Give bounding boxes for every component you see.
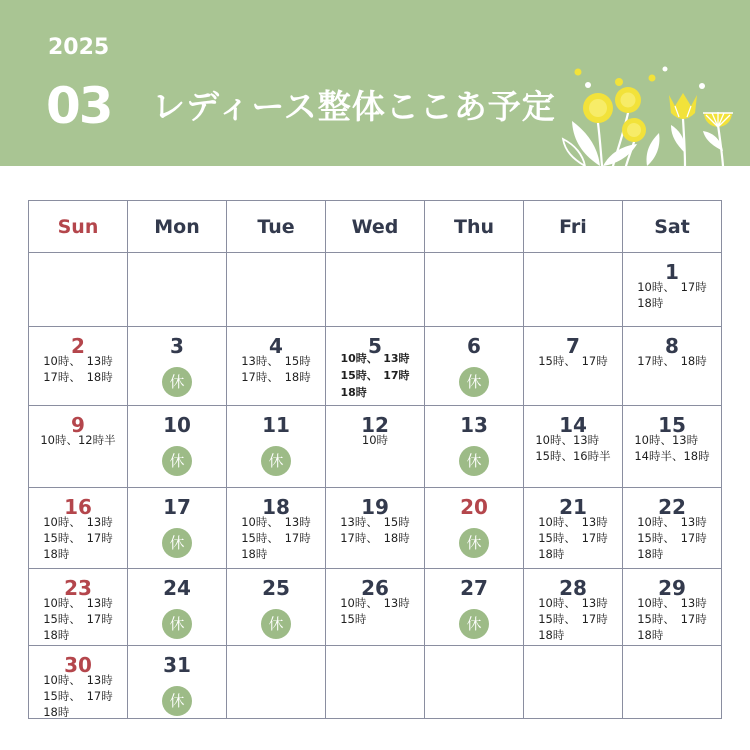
day-cell-13 (425, 406, 524, 488)
closed-day-badge: 休 (261, 609, 291, 639)
time-slot-line: 10時、 13時 (43, 673, 113, 687)
day-cell-10 (128, 406, 227, 488)
available-times (43, 672, 113, 720)
day-cell-24 (128, 569, 227, 646)
date-number: 27 (460, 576, 488, 600)
closed-day-badge: 休 (459, 367, 489, 397)
time-slot-line: 10時、 17時 (637, 280, 707, 294)
closed-day-badge: 休 (162, 446, 192, 476)
available-times (637, 353, 707, 369)
time-slot-line: 15時、 17時 (637, 531, 707, 545)
day-cell-17 (128, 488, 227, 569)
weekday-header-sun: Sun (29, 201, 128, 253)
closed-day-badge: 休 (162, 609, 192, 639)
day-cell-26 (326, 569, 425, 646)
date-number: 11 (262, 413, 290, 437)
time-slot-line: 18時 (43, 705, 70, 719)
empty-day-cell (29, 253, 128, 327)
day-cell-18 (227, 488, 326, 569)
date-number: 4 (269, 334, 283, 358)
year-label: 2025 (48, 35, 110, 60)
header-banner (0, 0, 750, 166)
time-slot-line: 18時 (43, 628, 70, 642)
time-slot-line: 18時 (538, 547, 565, 561)
date-number: 17 (163, 495, 191, 519)
page-title: レディース整体ここあ予定 (152, 87, 556, 126)
empty-day-cell (524, 646, 623, 719)
day-cell-14 (524, 406, 623, 488)
day-cell-23 (29, 569, 128, 646)
empty-day-cell (524, 253, 623, 327)
date-number: 10 (163, 413, 191, 437)
fan-flower-icon (703, 112, 733, 127)
closed-day-badge: 休 (459, 446, 489, 476)
available-times (43, 353, 113, 385)
time-slot-line: 15時、 17時 (43, 531, 113, 545)
time-slot-line: 18時 (538, 628, 565, 642)
time-slot-line: 10時、13時 (535, 433, 600, 447)
date-number: 20 (460, 495, 488, 519)
time-slot-line: 15時、 17時 (637, 612, 707, 626)
time-slot-line: 10時、 13時 (43, 596, 113, 610)
time-slot-line: 13時、 15時 (241, 354, 311, 368)
weekday-header-tue: Tue (227, 201, 326, 253)
closed-day-badge: 休 (459, 528, 489, 558)
time-slot-line: 18時 (241, 547, 268, 561)
weekday-header-mon: Mon (128, 201, 227, 253)
date-number: 15 (658, 413, 686, 437)
day-cell-16 (29, 488, 128, 569)
time-slot-line: 15時、16時半 (535, 449, 611, 463)
time-slot-line: 10時、 13時 (538, 596, 608, 610)
time-slot-line: 10時、 13時 (637, 515, 707, 529)
empty-day-cell (227, 646, 326, 719)
closed-day-badge: 休 (162, 367, 192, 397)
available-times (634, 432, 709, 464)
day-cell-9 (29, 406, 128, 488)
time-slot-line: 15時 (340, 612, 367, 626)
time-slot-line: 14時半、18時 (634, 449, 710, 463)
date-number: 9 (71, 413, 85, 437)
day-cell-20 (425, 488, 524, 569)
day-cell-2 (29, 327, 128, 406)
time-slot-line: 13時、 15時 (340, 515, 410, 529)
available-times (43, 595, 113, 643)
weekday-header-wed: Wed (326, 201, 425, 253)
date-number: 31 (163, 653, 191, 677)
date-number: 24 (163, 576, 191, 600)
empty-day-cell (128, 253, 227, 327)
available-times (340, 595, 410, 627)
time-slot-line: 18時 (340, 386, 367, 399)
day-cell-11 (227, 406, 326, 488)
tulip-icon (669, 93, 697, 119)
empty-day-cell (623, 646, 722, 719)
yellow-flower-icon (583, 87, 646, 142)
closed-day-badge: 休 (162, 528, 192, 558)
date-number: 12 (361, 413, 389, 437)
day-cell-8 (623, 327, 722, 406)
date-number: 18 (262, 495, 290, 519)
day-cell-28 (524, 569, 623, 646)
day-cell-6 (425, 327, 524, 406)
available-times (637, 514, 707, 562)
time-slot-line: 15時、 17時 (43, 689, 113, 703)
time-slot-line: 10時、 13時 (538, 515, 608, 529)
day-cell-3 (128, 327, 227, 406)
time-slot-line: 15時、 17時 (538, 354, 608, 368)
available-times (241, 353, 311, 385)
weekday-header-sat: Sat (623, 201, 722, 253)
month-label: 03 (46, 77, 112, 135)
available-times (362, 432, 388, 448)
date-number: 7 (566, 334, 580, 358)
time-slot-line: 18時 (637, 547, 664, 561)
time-slot-line: 10時、12時半 (40, 433, 116, 447)
date-number: 22 (658, 495, 686, 519)
date-number: 6 (467, 334, 481, 358)
date-number: 29 (658, 576, 686, 600)
available-times (538, 595, 608, 643)
day-cell-7 (524, 327, 623, 406)
available-times (241, 514, 311, 562)
closed-day-badge: 休 (162, 686, 192, 716)
closed-day-badge: 休 (261, 446, 291, 476)
time-slot-line: 10時 (361, 433, 389, 447)
date-number: 26 (361, 576, 389, 600)
date-number: 13 (460, 413, 488, 437)
time-slot-line: 10時、 13時 (241, 515, 311, 529)
time-slot-line: 15時、 17時 (340, 369, 410, 382)
day-cell-27 (425, 569, 524, 646)
date-number: 25 (262, 576, 290, 600)
flower-bouquet-icon (555, 55, 750, 166)
available-times (340, 350, 409, 401)
date-number: 21 (559, 495, 587, 519)
day-cell-19 (326, 488, 425, 569)
day-cell-29 (623, 569, 722, 646)
available-times (637, 595, 707, 643)
date-number: 8 (665, 334, 679, 358)
time-slot-line: 18時 (637, 296, 664, 310)
day-cell-31 (128, 646, 227, 719)
time-slot-line: 15時、 17時 (538, 531, 608, 545)
day-cell-1 (623, 253, 722, 327)
time-slot-line: 15時、 17時 (538, 612, 608, 626)
weekday-header-thu: Thu (425, 201, 524, 253)
day-cell-15 (623, 406, 722, 488)
time-slot-line: 10時、 13時 (340, 596, 410, 610)
day-cell-25 (227, 569, 326, 646)
day-cell-30 (29, 646, 128, 719)
time-slot-line: 15時、 17時 (43, 612, 113, 626)
time-slot-line: 17時、 18時 (43, 370, 113, 384)
date-number: 23 (64, 576, 92, 600)
empty-day-cell (425, 646, 524, 719)
time-slot-line: 10時、 13時 (43, 515, 113, 529)
date-number: 3 (170, 334, 184, 358)
empty-day-cell (425, 253, 524, 327)
empty-day-cell (326, 253, 425, 327)
date-number: 30 (64, 653, 92, 677)
calendar-grid (28, 200, 722, 719)
weekday-header-fri: Fri (524, 201, 623, 253)
date-number: 14 (559, 413, 587, 437)
date-number: 28 (559, 576, 587, 600)
day-cell-4 (227, 327, 326, 406)
available-times (43, 514, 113, 562)
time-slot-line: 18時 (43, 547, 70, 561)
time-slot-line: 10時、13時 (634, 433, 699, 447)
day-cell-22 (623, 488, 722, 569)
time-slot-line: 17時、 18時 (241, 370, 311, 384)
date-number: 5 (368, 334, 382, 358)
available-times (538, 514, 608, 562)
time-slot-line: 10時、 13時 (340, 352, 410, 365)
date-number: 16 (64, 495, 92, 519)
closed-day-badge: 休 (459, 609, 489, 639)
time-slot-line: 10時、 13時 (43, 354, 113, 368)
empty-day-cell (326, 646, 425, 719)
empty-day-cell (227, 253, 326, 327)
date-number: 1 (665, 260, 679, 284)
day-cell-5 (326, 327, 425, 406)
time-slot-line: 17時、 18時 (637, 354, 707, 368)
time-slot-line: 18時 (637, 628, 664, 642)
day-cell-21 (524, 488, 623, 569)
available-times (538, 353, 608, 369)
available-times (535, 432, 610, 464)
time-slot-line: 15時、 17時 (241, 531, 311, 545)
day-cell-12 (326, 406, 425, 488)
time-slot-line: 17時、 18時 (340, 531, 410, 545)
date-number: 2 (71, 334, 85, 358)
dot-icon (575, 67, 706, 90)
available-times (340, 514, 410, 546)
available-times (637, 279, 707, 311)
available-times (40, 432, 115, 448)
time-slot-line: 10時、 13時 (637, 596, 707, 610)
date-number: 19 (361, 495, 389, 519)
